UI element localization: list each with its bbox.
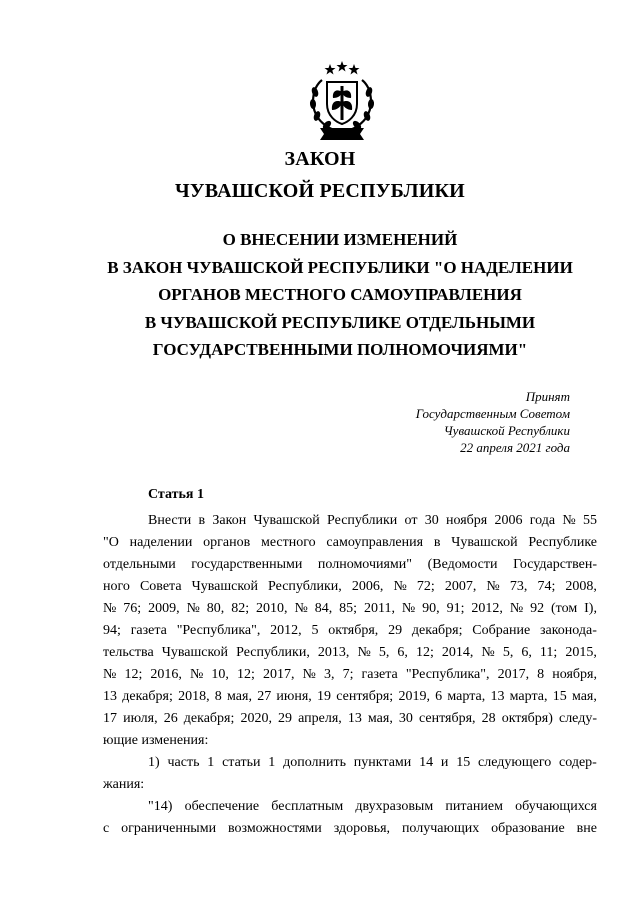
body-word: 73, (509, 579, 528, 594)
body-word: Государствен- (513, 557, 597, 572)
body-word: 82; (231, 601, 250, 616)
body-word: газета (130, 623, 167, 638)
body-line: ющие изменения: (103, 733, 209, 748)
body-word: от (404, 513, 418, 528)
body-word: № (509, 601, 524, 616)
body-word: ограниченными (121, 821, 217, 836)
body-word: 28 (481, 711, 496, 726)
body-word: тельства (103, 645, 154, 660)
adoption-line: Государственным Советом (415, 406, 570, 421)
body-word: с (103, 821, 110, 836)
body-word: октября, (328, 623, 379, 638)
body-word: Чувашской (451, 535, 518, 550)
body-word: 2012, (270, 623, 302, 638)
body-word: статьи (222, 755, 261, 770)
body-word: № (186, 601, 200, 616)
body-word: 76; (123, 601, 142, 616)
body-word: 2012, (471, 601, 503, 616)
body-word: 2014, (441, 645, 474, 660)
body-word: 27 (257, 689, 272, 704)
body-word: 17 (103, 711, 117, 726)
body-word: 5, (378, 645, 390, 660)
body-word: 2020, (240, 711, 272, 726)
body-word: 1 (207, 755, 215, 770)
body-word: питанием (445, 799, 503, 814)
adoption-line: Чувашской Республики (443, 423, 570, 438)
body-word: декабря; (411, 623, 463, 638)
body-word: 11; (539, 645, 558, 660)
body-word: мая, (227, 689, 252, 704)
body-word: 29 (388, 623, 403, 638)
body-word: государственными (191, 557, 303, 572)
body-word: мая, (367, 711, 393, 726)
body-word: № (486, 579, 500, 594)
body-word: Республики, (268, 579, 342, 594)
body-line (103, 708, 597, 730)
body-word: № (103, 667, 117, 682)
body-word: 8 (537, 667, 545, 682)
body-word: года (529, 513, 556, 528)
body-word: 2010, (256, 601, 288, 616)
body-line (103, 664, 597, 686)
body-word: 94; (103, 623, 121, 638)
body-word: 2008, (565, 579, 597, 594)
body-word: 30 (424, 513, 439, 528)
body-word: 19 (317, 689, 332, 704)
body-word: Собрание (472, 623, 531, 638)
body-word: пунктами (353, 755, 412, 770)
body-word: апреля, (298, 711, 342, 726)
body-word: обучающихся (515, 799, 597, 814)
body-word: 2011, (363, 601, 395, 616)
body-word: (Ведомости (427, 557, 498, 572)
body-word: отдельными (103, 557, 176, 572)
body-word: в (433, 535, 441, 550)
body-word: Республики, (236, 645, 310, 660)
emblem-shield (327, 82, 357, 124)
body-word: Закон (212, 513, 247, 528)
body-line (103, 510, 597, 532)
body-word: 80, (206, 601, 225, 616)
body-word: бесплатным (271, 799, 344, 814)
subtitle-line: О ВНЕСЕНИИ ИЗМЕНЕНИЙ (222, 230, 458, 249)
body-line (103, 642, 597, 664)
body-word: 2017, (262, 667, 295, 682)
body-word: № (481, 645, 495, 660)
body-word: октября) (501, 711, 553, 726)
body-word: самоуправления (326, 535, 424, 550)
body-word: 2009, (148, 601, 180, 616)
body-word: 13 (490, 689, 505, 704)
body-word: Внести (148, 513, 192, 528)
body-word: "Республика", (405, 667, 490, 682)
body-word: июля, (123, 711, 158, 726)
body-word: "Республика", (176, 623, 261, 638)
body-word: Республики (327, 513, 398, 528)
body-word: "14) (148, 799, 173, 814)
body-word: следующего (478, 755, 552, 770)
body-word: 90, (422, 601, 440, 616)
body-word: образование (491, 821, 565, 836)
body-word: декабря; (183, 711, 235, 726)
body-word: 2006 (494, 513, 523, 528)
body-word: местного (260, 535, 316, 550)
body-word: часть (167, 755, 200, 770)
body-word: 13 (347, 711, 362, 726)
body-word: сентября, (419, 711, 476, 726)
body-word: июня, (276, 689, 312, 704)
body-word: 2007, (444, 579, 477, 594)
body-word: марта, (509, 689, 548, 704)
body-word: 3, (323, 667, 335, 682)
chuvash-republic-emblem-icon (300, 58, 384, 142)
body-word: 10, (211, 667, 229, 682)
body-word: 6, (521, 645, 532, 660)
subtitle-line: ГОСУДАРСТВЕННЫМИ ПОЛНОМОЧИЯМИ" (152, 340, 528, 359)
body-word: сентября; (336, 689, 394, 704)
subtitle-line: В ЧУВАШСКОЙ РЕСПУБЛИКЕ ОТДЕЛЬНЫМИ (144, 312, 536, 332)
emblem-stars (325, 61, 360, 75)
body-word: 12; (415, 645, 434, 660)
body-word: 2017, (497, 667, 530, 682)
body-line: жания: (103, 777, 145, 792)
body-word: мая, (571, 689, 597, 704)
subtitle-line: В ЗАКОН ЧУВАШСКОЙ РЕСПУБЛИКИ "О НАДЕЛЕНИИ (107, 257, 573, 277)
body-word: Совета (139, 579, 182, 594)
body-word: вне (576, 821, 597, 836)
body-word: 8 (214, 689, 222, 704)
body-word: газета (361, 667, 398, 682)
body-line (103, 752, 597, 774)
body-word: 85; (339, 601, 358, 616)
body-word: дополнить (283, 755, 346, 770)
body-word: наделении (129, 535, 193, 550)
body-word: Республике (528, 535, 597, 550)
body-word: ноября (446, 513, 488, 528)
body-word: 6 (435, 689, 443, 704)
body-word: 2016, (150, 667, 182, 682)
body-word: № (302, 667, 316, 682)
body-word: № (357, 645, 371, 660)
body-word: 5, (502, 645, 514, 660)
body-word: 1 (268, 755, 276, 770)
emblem-ribbon (320, 128, 364, 140)
body-word: законода- (539, 623, 597, 638)
body-word: 6, (397, 645, 408, 660)
body-word: "О (103, 535, 119, 550)
body-word: № (189, 667, 204, 682)
body-word: 84, (314, 601, 333, 616)
body-line (103, 576, 597, 598)
body-word: 1) (148, 755, 160, 770)
body-line (103, 620, 597, 642)
adoption-note (330, 388, 570, 456)
republic-title: ЧУВАШСКОЙ РЕСПУБЛИКИ (175, 180, 465, 202)
body-word: 29 (278, 711, 293, 726)
body-word: 15 (456, 755, 471, 770)
body-word: органов (203, 535, 251, 550)
body-word: ноября, (552, 667, 597, 682)
body-word: 5 (311, 623, 319, 638)
body-word: 26 (163, 711, 178, 726)
body-line (103, 796, 597, 818)
body-line (103, 686, 597, 708)
body-word: ного (103, 579, 130, 594)
body-line (103, 598, 597, 620)
body-word: 2019, (398, 689, 430, 704)
body-word: 7; (342, 667, 354, 682)
law-subtitle (40, 226, 640, 364)
body-word: 12; (237, 667, 255, 682)
body-word: 72; (416, 579, 435, 594)
body-word: декабря; (122, 689, 173, 704)
body-word: I), (584, 601, 597, 616)
body-word: следу- (558, 711, 597, 726)
subtitle-line: ОРГАНОВ МЕСТНОГО САМОУПРАВЛЕНИЯ (158, 285, 522, 304)
body-word: № (294, 601, 308, 616)
body-word: 14 (419, 755, 434, 770)
body-word: Чувашской (161, 645, 229, 660)
article-body (103, 510, 597, 840)
body-word: 2006, (351, 579, 384, 594)
body-word: № (401, 601, 416, 616)
adoption-line: Принят (525, 389, 570, 404)
body-word: № (562, 513, 576, 528)
article-heading: Статья 1 (148, 487, 204, 502)
body-word: содер- (559, 755, 597, 770)
body-word: 12; (124, 667, 143, 682)
body-word: 15 (552, 689, 567, 704)
body-line (103, 818, 597, 840)
body-word: № (103, 601, 117, 616)
body-word: в (198, 513, 206, 528)
body-word: 2013, (317, 645, 350, 660)
body-word: Чувашской (191, 579, 258, 594)
body-word: 55 (583, 513, 597, 528)
body-word: Чувашской (253, 513, 320, 528)
body-word: возможностями (227, 821, 322, 836)
body-word: 30 (398, 711, 413, 726)
body-word: и (440, 755, 449, 770)
body-word: получающих (401, 821, 480, 836)
body-word: двухразовым (355, 799, 434, 814)
body-line (103, 532, 597, 554)
body-word: (том (551, 601, 578, 616)
body-word: 92 (530, 601, 545, 616)
body-word: 2015, (565, 645, 597, 660)
body-word: здоровья, (333, 821, 391, 836)
adoption-date: 22 апреля 2021 года (460, 440, 570, 455)
body-word: 13 (103, 689, 117, 704)
body-word: марта, (447, 689, 486, 704)
body-word: полномочиями" (317, 557, 412, 572)
body-word: 91; (446, 601, 465, 616)
body-line (103, 554, 597, 576)
body-word: 2018, (178, 689, 210, 704)
body-word: № (393, 579, 407, 594)
law-title: ЗАКОН (284, 148, 356, 170)
body-word: обеспечение (184, 799, 260, 814)
body-word: 74; (537, 579, 556, 594)
